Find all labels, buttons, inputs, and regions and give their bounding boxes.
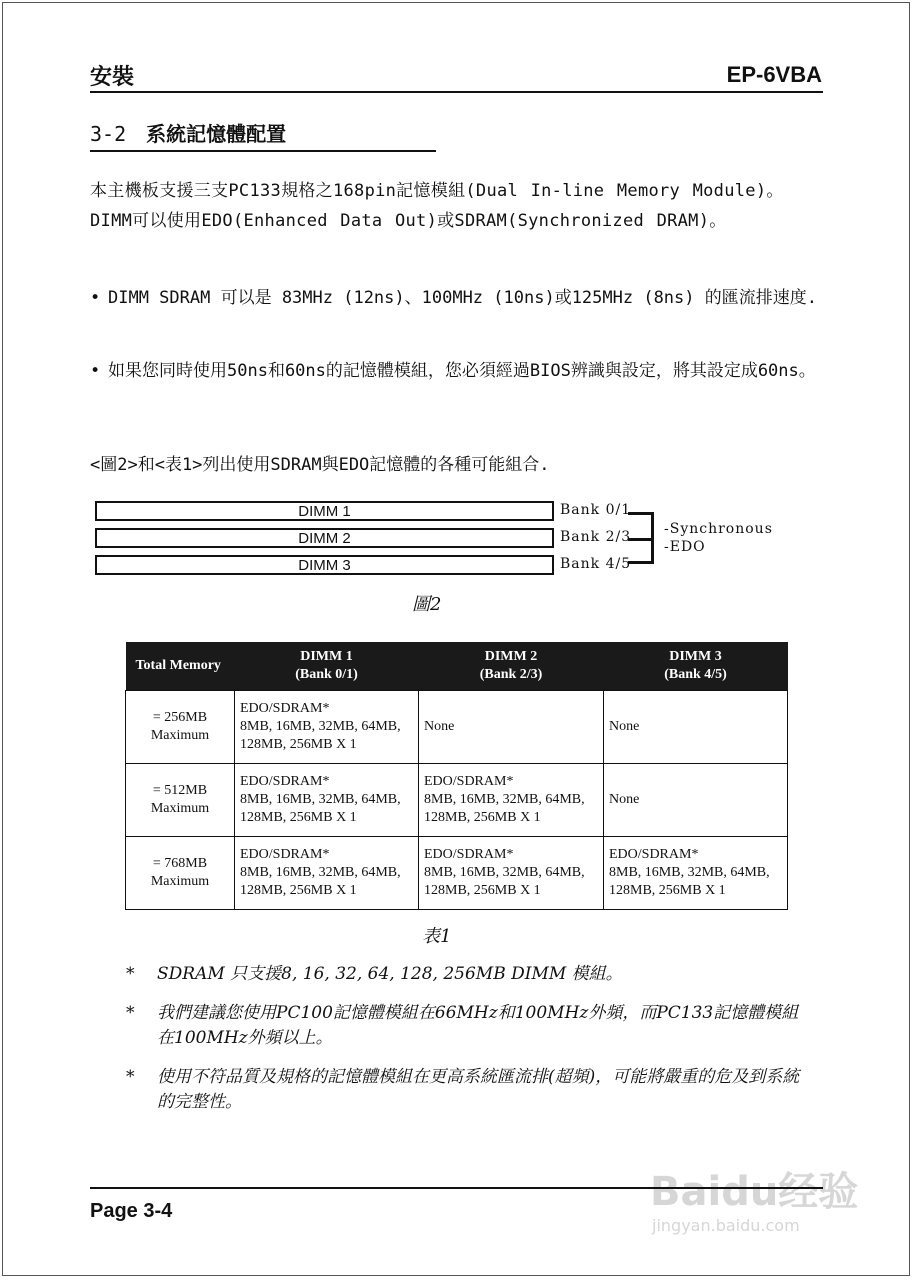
cell-dimm2: None [419, 691, 604, 764]
footer-rule [90, 1187, 823, 1189]
table-caption: 表1 [422, 926, 452, 947]
figure-caption: 圖2 [412, 594, 442, 615]
note-item [126, 1065, 806, 1115]
cell-dimm3: EDO/SDRAM* 8MB, 16MB, 32MB, 64MB, 128MB, 256MB X 1 [604, 837, 788, 910]
section-number: 3-2 [90, 122, 127, 146]
figure-intro: <圖2>和<表1>列出使用SDRAM與EDO記憶體的各種可能組合. [90, 455, 550, 475]
memory-config-table [125, 642, 788, 910]
bullet-text: DIMM SDRAM 可以是 83MHz (12ns)、100MHz (10ns)或125MHz (8ns) 的匯流排速度. [108, 288, 817, 308]
watermark-logo: Baidu经验 [650, 1169, 859, 1215]
section-title-rule [90, 150, 436, 152]
cell-dimm3: None [604, 764, 788, 837]
header-rule [90, 91, 823, 93]
cell-dimm1: EDO/SDRAM* 8MB, 16MB, 32MB, 64MB, 128MB, 256MB X 1 [235, 837, 419, 910]
note-text: 使用不符品質及規格的記憶體模組在更高系統匯流排(超頻)，可能將嚴重的危及到系統的完整性。 [157, 1067, 800, 1112]
cell-dimm2: EDO/SDRAM* 8MB, 16MB, 32MB, 64MB, 128MB, 256MB X 1 [419, 764, 604, 837]
cell-dimm2: EDO/SDRAM* 8MB, 16MB, 32MB, 64MB, 128MB, 256MB X 1 [419, 837, 604, 910]
table-row [126, 837, 788, 910]
header-model: EP-6VBA [726, 62, 822, 87]
header-total-memory: Total Memory [126, 642, 235, 691]
note-text: SDRAM 只支援8, 16, 32, 64, 128, 256MB DIMM 模組。 [157, 964, 623, 984]
memory-type-edo: -EDO [664, 539, 706, 555]
note-item [126, 962, 806, 987]
bank-label-2: Bank 2/3 [560, 529, 632, 545]
cell-dimm1: EDO/SDRAM* 8MB, 16MB, 32MB, 64MB, 128MB, 256MB X 1 [235, 764, 419, 837]
dimm-slot-3: DIMM 3 [95, 555, 554, 575]
table-header-row [126, 642, 788, 691]
memory-type-sync: -Synchronous [664, 521, 773, 537]
asterisk-icon: * [126, 1003, 135, 1023]
intro-paragraph: 本主機板支援三支PC133規格之168pin記憶模組(Dual In-line Memory Module)。 DIMM可以使用EDO(Enhanced Data Out)或SDRAM(Synchronized DRAM)。 [90, 181, 784, 231]
header-dimm2: DIMM 2 (Bank 2/3) [419, 642, 604, 691]
table-row [126, 764, 788, 837]
header-chapter: 安裝 [90, 65, 135, 90]
bank-label-1: Bank 0/1 [560, 502, 632, 518]
memory-type-labels [664, 520, 773, 556]
bullet-item [90, 356, 820, 386]
cell-total: = 768MB Maximum [126, 837, 235, 910]
section-title [90, 118, 286, 147]
bank-label-3: Bank 4/5 [560, 556, 632, 572]
header-dimm1: DIMM 1 (Bank 0/1) [235, 642, 419, 691]
table-row [126, 691, 788, 764]
bullet-text: 如果您同時使用50ns和60ns的記憶體模組，您必須經過BIOS辨識與設定，將其設定成60ns。 [108, 361, 816, 381]
cell-dimm1: EDO/SDRAM* 8MB, 16MB, 32MB, 64MB, 128MB, 256MB X 1 [235, 691, 419, 764]
cell-total: = 256MB Maximum [126, 691, 235, 764]
header-dimm3: DIMM 3 (Bank 4/5) [604, 642, 788, 691]
asterisk-icon: * [126, 964, 135, 984]
dimm-slot-2: DIMM 2 [95, 528, 554, 548]
asterisk-icon: * [126, 1067, 135, 1087]
bullet-item [90, 283, 820, 313]
cell-total: = 512MB Maximum [126, 764, 235, 837]
note-text: 我們建議您使用PC100記憶體模組在66MHz和100MHz外頻，而PC133記憶體模組在100MHz外頻以上。 [157, 1003, 799, 1048]
bank-bracket-connector [628, 538, 654, 541]
watermark-url: jingyan.baidu.com [652, 1216, 800, 1235]
page-number: Page 3-4 [90, 1200, 173, 1222]
note-item [126, 1001, 806, 1051]
bullet-dot-icon: • [90, 361, 101, 381]
section-title-text: 系統記憶體配置 [146, 122, 287, 146]
cell-dimm3: None [604, 691, 788, 764]
bullet-dot-icon: • [90, 288, 101, 308]
dimm-slot-1: DIMM 1 [95, 501, 554, 521]
